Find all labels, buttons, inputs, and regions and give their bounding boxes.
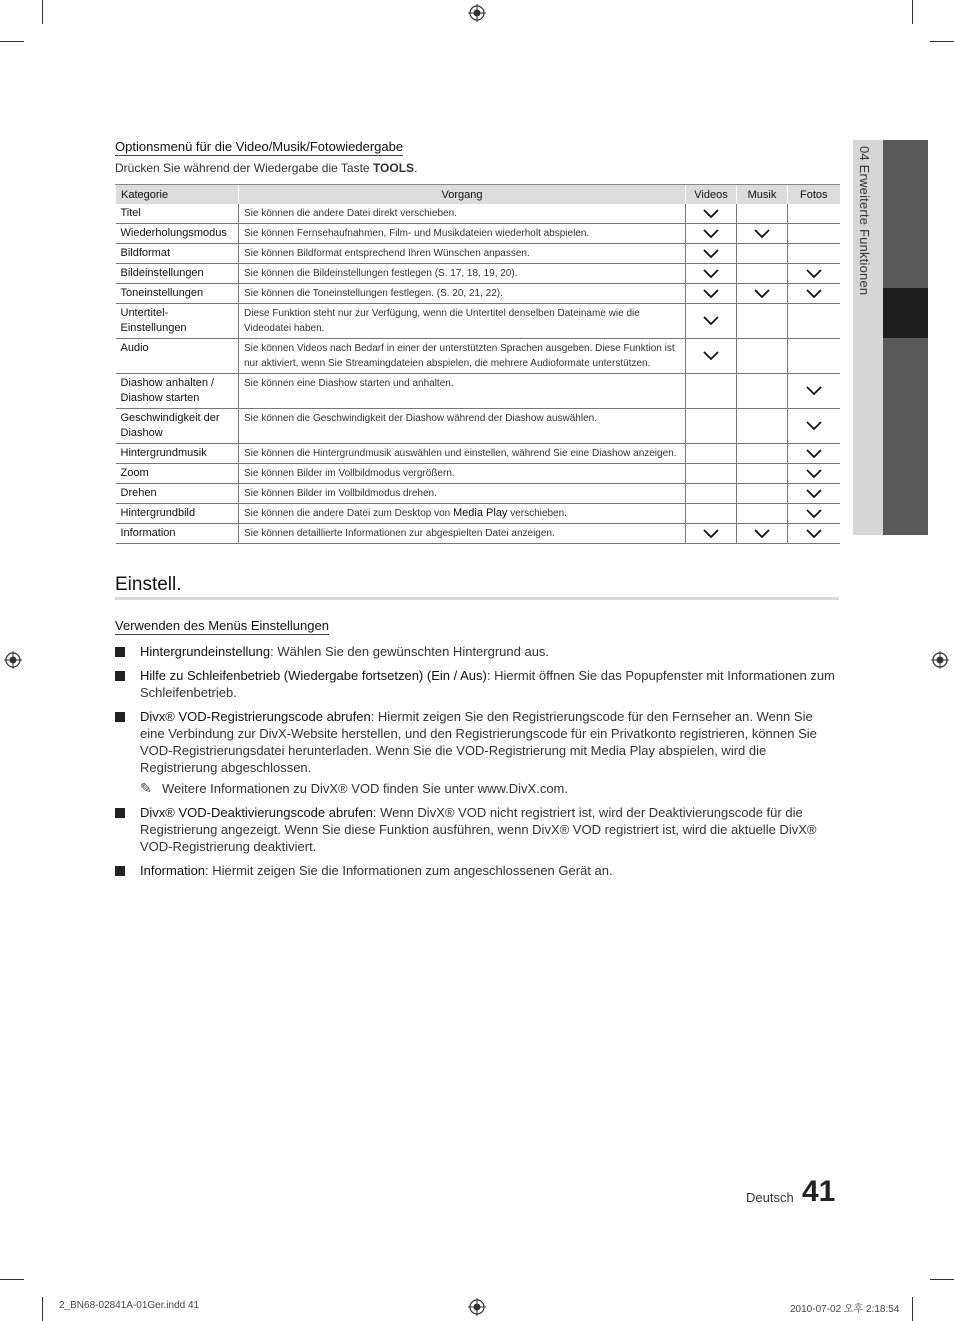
intro-suffix: .	[414, 161, 418, 175]
crop-mark	[912, 0, 913, 24]
musik-cell	[737, 374, 788, 409]
fotos-cell	[788, 409, 840, 444]
videos-cell	[686, 284, 737, 304]
fotos-cell	[788, 339, 840, 374]
table-row	[116, 339, 840, 374]
operation-text: Sie können die andere Datei zum Desktop von	[244, 508, 454, 519]
check-icon	[737, 289, 787, 299]
registration-mark-icon	[931, 651, 949, 669]
category-cell: Bildformat	[116, 244, 239, 264]
side-tab-dark	[883, 140, 928, 288]
crop-mark	[42, 1297, 43, 1321]
square-bullet-icon	[115, 866, 125, 876]
table-row	[116, 374, 840, 409]
registration-mark-icon	[468, 4, 486, 22]
fotos-cell	[788, 264, 840, 284]
fotos-cell	[788, 484, 840, 504]
check-icon	[686, 269, 736, 279]
table-header-row	[116, 185, 840, 205]
list-item-term: Divx® VOD-Deaktivierungscode abrufen	[140, 805, 373, 820]
print-slug-date: 2010-07-02 오후 2:18:54	[790, 1304, 900, 1315]
category-cell: Zoom	[116, 464, 239, 484]
list-item-text: : Hiermit öffnen Sie das Popupfenster mit Informationen zum Schleifenbetrieb.	[140, 668, 835, 700]
operation-cell: Diese Funktion steht nur zur Verfügung, wenn die Untertitel denselben Dateiname wie die Videodatei haben.	[239, 304, 686, 339]
operation-cell: Sie können eine Diashow starten und anhalten.	[239, 374, 686, 409]
media-play-term: Media Play	[453, 507, 508, 519]
operation-cell: Sie können Videos nach Bedarf in einer der unterstützten Sprachen ausgeben. Diese Funktion ist nur aktiviert, wenn Sie Streamingdateien abspielen, die mehrere Audioformate unterstützen.	[239, 339, 686, 374]
check-icon	[686, 529, 736, 539]
check-icon	[788, 269, 840, 279]
table-row	[116, 524, 840, 544]
check-icon	[737, 229, 787, 239]
check-icon	[788, 469, 840, 479]
list-item	[115, 804, 839, 855]
table-row	[116, 444, 840, 464]
list-item-text: : Hiermit zeigen Sie die Informationen zum angeschlossenen Gerät an.	[205, 863, 613, 878]
table-row	[116, 484, 840, 504]
list-item	[115, 667, 839, 701]
operation-cell: Sie können Bildformat entsprechend Ihren Wünschen anpassen.	[239, 244, 686, 264]
list-item-term: Divx® VOD-Registrierungscode abrufen	[140, 709, 371, 724]
check-icon	[686, 209, 736, 219]
section-title: Einstell.	[115, 574, 839, 600]
list-item-text: : Hiermit zeigen Sie den Registrierungscode für den Fernseher an. Wenn Sie eine Verbindung zur DivX-Website herstellen, und den Registrierungscode für ein Privatkonto registrieren, können Sie VOD-Registrierungsdatei herunterladen. Wenn Sie die VOD-Registrierung mit Media Play abspielen, wird die Registrierung abgeschlossen.	[140, 709, 817, 775]
videos-cell	[686, 224, 737, 244]
videos-cell	[686, 409, 737, 444]
fotos-cell	[788, 224, 840, 244]
settings-list	[115, 643, 839, 879]
videos-cell	[686, 444, 737, 464]
intro-text: Drücken Sie während der Wiedergabe die Taste	[115, 161, 373, 175]
operation-cell: Sie können Bilder im Vollbildmodus vergrößern.	[239, 464, 686, 484]
check-icon	[788, 386, 840, 396]
registration-mark-icon	[4, 651, 22, 669]
musik-cell	[737, 504, 788, 524]
operation-cell: Sie können die Geschwindigkeit der Diashow während der Diashow auswählen.	[239, 409, 686, 444]
list-item	[115, 643, 839, 660]
table-row	[116, 464, 840, 484]
check-icon	[686, 351, 736, 361]
page-number: 41	[802, 1175, 836, 1208]
operation-text: verschieben.	[507, 508, 567, 519]
fotos-cell	[788, 204, 840, 224]
videos-cell	[686, 504, 737, 524]
operation-cell	[239, 504, 686, 524]
check-icon	[686, 289, 736, 299]
musik-cell	[737, 284, 788, 304]
square-bullet-icon	[115, 671, 125, 681]
category-cell: Wiederholungsmodus	[116, 224, 239, 244]
column-header: Musik	[737, 185, 788, 205]
fotos-cell	[788, 444, 840, 464]
videos-cell	[686, 264, 737, 284]
table-row	[116, 304, 840, 339]
fotos-cell	[788, 504, 840, 524]
table-row	[116, 224, 840, 244]
list-item-term: Hintergrundeinstellung	[140, 644, 271, 659]
musik-cell	[737, 264, 788, 284]
side-tab-active-marker	[883, 288, 928, 338]
list-item-term: Information	[140, 863, 206, 878]
check-icon	[686, 249, 736, 259]
operation-cell: Sie können die Hintergrundmusik auswählen und einstellen, während Sie eine Diashow anzeigen.	[239, 444, 686, 464]
videos-cell	[686, 484, 737, 504]
category-cell: Toneinstellungen	[116, 284, 239, 304]
list-item-term: Hilfe zu Schleifenbetrieb (Wiedergabe fortsetzen) (Ein / Aus)	[140, 668, 487, 683]
table-row	[116, 244, 840, 264]
crop-mark	[42, 0, 43, 24]
category-cell: Titel	[116, 204, 239, 224]
table-row	[116, 284, 840, 304]
category-cell: Information	[116, 524, 239, 544]
check-icon	[788, 421, 840, 431]
category-cell: Untertitel-Einstellungen	[116, 304, 239, 339]
category-cell: Diashow anhalten / Diashow starten	[116, 374, 239, 409]
videos-cell	[686, 339, 737, 374]
operation-cell: Sie können die Bildeinstellungen festlegen (S. 17, 18, 19, 20).	[239, 264, 686, 284]
list-item	[115, 862, 839, 879]
category-cell: Audio	[116, 339, 239, 374]
check-icon	[788, 489, 840, 499]
fotos-cell	[788, 304, 840, 339]
videos-cell	[686, 304, 737, 339]
fotos-cell	[788, 464, 840, 484]
footer-language: Deutsch	[746, 1190, 794, 1205]
operation-cell: Sie können die Toneinstellungen festlegen. (S. 20, 21, 22).	[239, 284, 686, 304]
registration-mark-icon	[468, 1298, 486, 1316]
square-bullet-icon	[115, 808, 125, 818]
side-tab-dark	[883, 338, 928, 535]
note-text: Weitere Informationen zu DivX® VOD finden Sie unter www.DivX.com.	[162, 781, 568, 796]
note	[140, 780, 839, 797]
category-cell: Geschwindigkeit der Diashow	[116, 409, 239, 444]
table-row	[116, 204, 840, 224]
videos-cell	[686, 524, 737, 544]
list-item	[115, 708, 839, 797]
crop-mark	[912, 1297, 913, 1321]
category-cell: Hintergrundbild	[116, 504, 239, 524]
musik-cell	[737, 224, 788, 244]
musik-cell	[737, 484, 788, 504]
list-item-text: : Wählen Sie den gewünschten Hintergrund aus.	[270, 644, 550, 659]
musik-cell	[737, 204, 788, 224]
check-icon	[788, 289, 840, 299]
musik-cell	[737, 444, 788, 464]
table-row	[116, 264, 840, 284]
operation-cell: Sie können Bilder im Vollbildmodus drehen.	[239, 484, 686, 504]
options-menu-heading: Optionsmenü für die Video/Musik/Fotowiedergabe	[115, 139, 404, 154]
musik-cell	[737, 339, 788, 374]
print-slug-file: 2_BN68-02841A-01Ger.indd 41	[59, 1300, 200, 1311]
settings-heading: Verwenden des Menüs Einstellungen	[115, 618, 329, 633]
check-icon	[686, 229, 736, 239]
videos-cell	[686, 244, 737, 264]
options-table	[115, 184, 840, 544]
fotos-cell	[788, 374, 840, 409]
operation-cell: Sie können die andere Datei direkt verschieben.	[239, 204, 686, 224]
column-header: Vorgang	[239, 185, 686, 205]
check-icon	[788, 449, 840, 459]
crop-mark	[930, 1279, 954, 1280]
options-menu-intro	[115, 161, 839, 175]
check-icon	[788, 529, 840, 539]
musik-cell	[737, 524, 788, 544]
musik-cell	[737, 464, 788, 484]
musik-cell	[737, 409, 788, 444]
category-cell: Bildeinstellungen	[116, 264, 239, 284]
crop-mark	[0, 41, 24, 42]
musik-cell	[737, 244, 788, 264]
category-cell: Drehen	[116, 484, 239, 504]
fotos-cell	[788, 244, 840, 264]
crop-mark	[930, 41, 954, 42]
check-icon	[686, 316, 736, 326]
check-icon	[737, 529, 787, 539]
chapter-label: 04 Erweiterte Funktionen	[857, 146, 872, 296]
check-icon	[788, 509, 840, 519]
videos-cell	[686, 204, 737, 224]
table-row	[116, 409, 840, 444]
fotos-cell	[788, 524, 840, 544]
crop-mark	[0, 1279, 24, 1280]
category-cell: Hintergrundmusik	[116, 444, 239, 464]
operation-cell: Sie können Fernsehaufnahmen, Film- und Musikdateien wiederholt abspielen.	[239, 224, 686, 244]
videos-cell	[686, 374, 737, 409]
column-header: Videos	[686, 185, 737, 205]
fotos-cell	[788, 284, 840, 304]
main-content	[115, 138, 839, 886]
table-row	[116, 504, 840, 524]
operation-cell: Sie können detaillierte Informationen zur abgespielten Datei anzeigen.	[239, 524, 686, 544]
list-item-text: : Wenn DivX® VOD nicht registriert ist, wird der Deaktivierungscode für die Registrierung angezeigt. Wenn Sie diese Funktion ausführen, wenn DivX® VOD registriert ist, wird die aktuelle DivX® VOD-Registrierung deaktiviert.	[140, 805, 817, 854]
videos-cell	[686, 464, 737, 484]
square-bullet-icon	[115, 647, 125, 657]
column-header: Kategorie	[116, 185, 239, 205]
column-header: Fotos	[788, 185, 840, 205]
pencil-note-icon: ✎	[140, 780, 152, 796]
musik-cell	[737, 304, 788, 339]
tools-key: TOOLS	[372, 161, 415, 175]
square-bullet-icon	[115, 712, 125, 722]
